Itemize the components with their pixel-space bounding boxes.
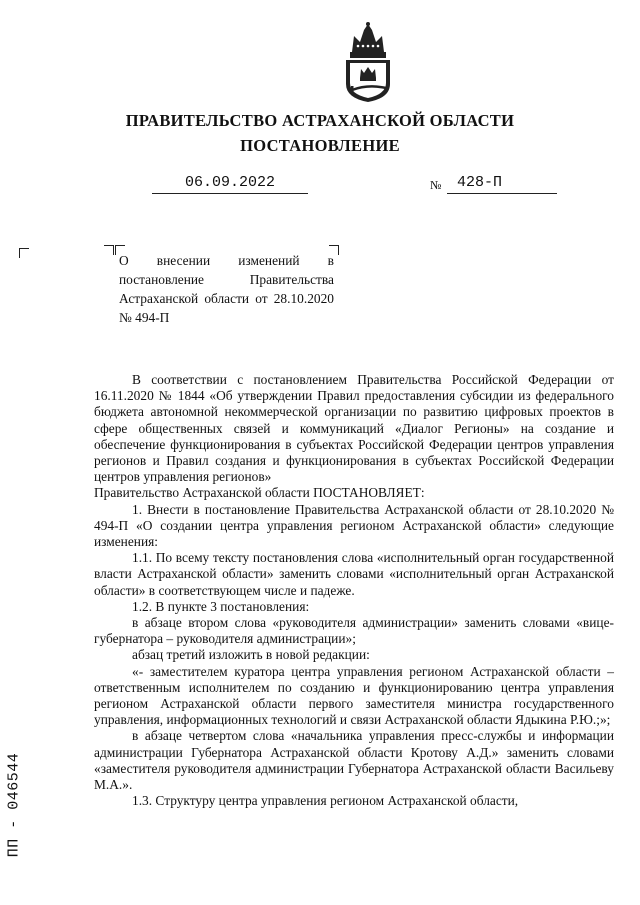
number-underline: [447, 193, 557, 194]
date-underline: [152, 193, 308, 194]
body-paragraph: 1.1. По всему тексту постановления слова «исполнительный орган государственной власти Астраханской области» заменить словами «исполнительный орган Астраханской области» в соответствующем числе и падеже.: [94, 550, 614, 598]
body-paragraph: 1.2. В пункте 3 постановления:: [132, 598, 310, 614]
document-number: 428-П: [457, 174, 503, 191]
body-paragraph: 1.3. Структуру центра управления регионом Астраханской области,: [132, 793, 519, 809]
document-date: 06.09.2022: [185, 174, 276, 191]
organization-title: ПРАВИТЕЛЬСТВО АСТРАХАНСКОЙ ОБЛАСТИ: [125, 111, 515, 130]
body-paragraph: абзац третий изложить в новой редакции:: [132, 647, 370, 663]
serial-stamp: [2, 740, 26, 870]
body-paragraph: «- заместителем куратора центра управления регионом Астраханской области – ответственным исполнителем по созданию и функционированию центра управления регионом Астраханской области первого заместителя министра государственного управления, информационных технологий и связи Астраханской области Ядыкина Р.Ю.;»;: [94, 663, 614, 728]
subject-corner-mark: [104, 245, 114, 255]
body-paragraph: 1. Внести в постановление Правительства Астраханской области от 28.10.2020 № 494-П «О создании центра управления регионом Астраханской области» следующие изменения:: [94, 501, 614, 550]
document-type-title: ПОСТАНОВЛЕНИЕ: [240, 136, 400, 155]
serial-number: ПП - 046544: [5, 752, 23, 858]
body-paragraph: в абзаце втором слова «руководителя администрации» заменить словами «вице-губернатора – руководителя администрации»;: [94, 615, 614, 647]
body-paragraph: в абзаце четвертом слова «начальника управления пресс-службы и информации администрации Губернатора Астраханской области Кротову А.Д.» заменить словами «заместителя руководителя администрации Губернатора Астраханской области Васильеву М.А.».: [94, 728, 614, 793]
margin-corner-mark: [19, 248, 29, 258]
body-paragraph: В соответствии с постановлением Правительства Российской Федерации от 16.11.2020 № 1844 «Об утверждении Правил предоставления субсидии из федерального бюджета автономной некоммерческой организации по развитию цифровых проектов в сфере общественных связей и коммуникаций «Диалог Регионы» на создание и обеспечение функционирования в субъектах Российской Федерации центров управления регионов и Правил создания и функционирования в субъектах Российской Федерации центров управления регионов»: [94, 372, 614, 485]
body-paragraph: Правительство Астраханской области ПОСТАНОВЛЯЕТ:: [94, 485, 425, 501]
document-body: [94, 372, 614, 809]
number-sign: №: [430, 178, 442, 192]
coat-of-arms-emblem: [332, 22, 404, 104]
document-subject: О внесении изменений в постановление Правительства Астраханской области от 28.10.2020 № 494-П: [119, 253, 334, 325]
